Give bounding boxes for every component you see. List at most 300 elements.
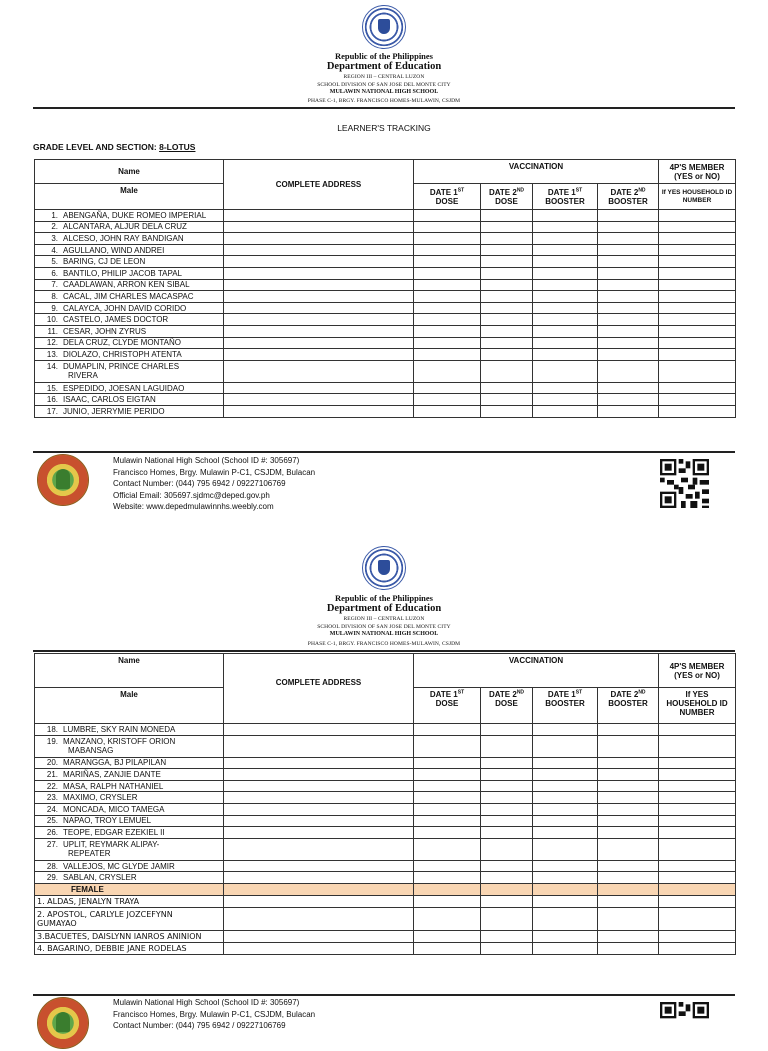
empty-cell[interactable] [481, 724, 533, 736]
empty-cell[interactable] [659, 827, 736, 839]
footer-address: Francisco Homes, Brgy. Mulawin P-C1, CSJDM, Bulacan [113, 467, 316, 477]
empty-cell[interactable] [481, 838, 533, 860]
empty-cell[interactable] [224, 815, 414, 827]
empty-cell[interactable] [224, 291, 414, 303]
empty-cell[interactable] [659, 860, 736, 872]
empty-cell[interactable] [224, 267, 414, 279]
empty-cell[interactable] [659, 942, 736, 954]
empty-cell[interactable] [659, 244, 736, 256]
empty-cell[interactable] [224, 382, 414, 394]
empty-cell[interactable] [659, 930, 736, 942]
empty-cell[interactable] [533, 302, 598, 314]
empty-cell[interactable] [659, 907, 736, 930]
empty-cell[interactable] [224, 872, 414, 884]
empty-cell[interactable] [533, 210, 598, 222]
empty-cell[interactable] [224, 769, 414, 781]
empty-cell[interactable] [659, 256, 736, 268]
fourps-header-2: 4P'S MEMBER (YES or NO) [659, 654, 736, 688]
empty-cell[interactable] [659, 394, 736, 406]
empty-cell[interactable] [533, 860, 598, 872]
empty-cell[interactable] [481, 291, 533, 303]
empty-cell[interactable] [598, 405, 659, 417]
empty-cell[interactable] [481, 895, 533, 907]
empty-cell[interactable] [659, 757, 736, 769]
empty-cell[interactable] [533, 872, 598, 884]
empty-cell[interactable] [598, 827, 659, 839]
empty-cell[interactable] [481, 314, 533, 326]
empty-cell[interactable] [481, 930, 533, 942]
empty-cell[interactable] [659, 803, 736, 815]
empty-cell[interactable] [533, 735, 598, 757]
student-name: 6. BANTILO, PHILIP JACOB TAPAL [35, 267, 224, 279]
empty-cell[interactable] [598, 815, 659, 827]
vaccination-header: VACCINATION [414, 160, 659, 184]
empty-cell[interactable] [414, 907, 481, 930]
empty-cell[interactable] [659, 780, 736, 792]
school-address-label: PHASE C-1, BRGY. FRANCISCO HOMES-MULAWIN, CSJDM [307, 98, 461, 104]
footer-contact-2-line: Contact Number: (044) 795 6942 / 09227106769 [113, 1021, 286, 1030]
empty-cell[interactable] [414, 267, 481, 279]
empty-cell[interactable] [481, 860, 533, 872]
empty-cell[interactable] [414, 233, 481, 245]
empty-cell[interactable] [481, 769, 533, 781]
empty-cell[interactable] [598, 780, 659, 792]
empty-cell[interactable] [598, 279, 659, 291]
empty-cell[interactable] [659, 337, 736, 349]
empty-cell[interactable] [533, 769, 598, 781]
empty-cell[interactable] [659, 349, 736, 361]
student-name: 26. TEOPE, EDGAR EZEKIEL II [35, 827, 224, 839]
empty-cell[interactable] [659, 291, 736, 303]
empty-cell[interactable] [414, 405, 481, 417]
student-name: 2. APOSTOL, CARLYLE JOZCEFYNN GUMAYAO [35, 907, 224, 930]
student-name: 2. ALCANTARA, ALJUR DELA CRUZ [35, 221, 224, 233]
vaccination-header-2: VACCINATION [414, 654, 659, 688]
female-label: FEMALE [35, 883, 224, 895]
table-row [35, 382, 736, 394]
empty-cell[interactable] [598, 382, 659, 394]
empty-cell[interactable] [533, 382, 598, 394]
footer-contact-2 [113, 997, 315, 1032]
footer-divider-2 [33, 994, 735, 996]
empty-cell[interactable] [481, 827, 533, 839]
empty-cell[interactable] [481, 349, 533, 361]
footer-address-2: Francisco Homes, Brgy. Mulawin P-C1, CSJDM, Bulacan [113, 1009, 316, 1019]
empty-cell[interactable] [659, 360, 736, 382]
empty-cell[interactable] [414, 349, 481, 361]
empty-cell[interactable] [598, 349, 659, 361]
empty-cell[interactable] [481, 405, 533, 417]
empty-cell[interactable] [224, 827, 414, 839]
empty-cell[interactable] [224, 895, 414, 907]
footer-contact-1 [113, 455, 315, 513]
fourps-header: 4P'S MEMBER (YES or NO) [659, 160, 736, 184]
student-name: 18. LUMBRE, SKY RAIN MONEDA [35, 724, 224, 736]
student-name: 22. MASA, RALPH NATHANIEL [35, 780, 224, 792]
grade-section [33, 142, 195, 152]
empty-cell[interactable] [533, 405, 598, 417]
student-name: 12. DELA CRUZ, CLYDE MONTAÑO [35, 337, 224, 349]
qr-code-1 [660, 459, 709, 508]
table-row [35, 360, 736, 382]
empty-cell[interactable] [659, 267, 736, 279]
empty-cell[interactable] [533, 325, 598, 337]
empty-cell[interactable] [533, 780, 598, 792]
empty-cell[interactable] [481, 325, 533, 337]
empty-cell[interactable] [598, 314, 659, 326]
empty-cell[interactable] [533, 314, 598, 326]
empty-cell[interactable] [414, 724, 481, 736]
dose2-header-2: DATE 2ND DOSE [481, 688, 533, 724]
empty-cell[interactable] [659, 838, 736, 860]
empty-cell[interactable] [224, 233, 414, 245]
school-logo-1 [37, 454, 89, 506]
empty-cell[interactable] [224, 405, 414, 417]
empty-cell[interactable] [598, 337, 659, 349]
tracking-table-1 [34, 159, 736, 418]
male-header: Male [35, 184, 224, 210]
empty-cell[interactable] [598, 930, 659, 942]
empty-cell[interactable] [533, 256, 598, 268]
empty-cell[interactable] [533, 267, 598, 279]
empty-cell[interactable] [659, 221, 736, 233]
table-row [35, 302, 736, 314]
empty-cell[interactable] [481, 210, 533, 222]
empty-cell[interactable] [481, 803, 533, 815]
empty-cell[interactable] [414, 827, 481, 839]
empty-cell[interactable] [224, 780, 414, 792]
student-name: 17. JUNIO, JERRYMIE PERIDO [35, 405, 224, 417]
empty-cell[interactable] [224, 757, 414, 769]
student-name: 15. ESPEDIDO, JOESAN LAGUIDAO [35, 382, 224, 394]
table-row [35, 827, 736, 839]
female-section-row [35, 883, 736, 895]
empty-cell[interactable] [533, 815, 598, 827]
empty-cell[interactable] [533, 291, 598, 303]
empty-cell[interactable] [598, 210, 659, 222]
student-name: 1. ABENGAÑA, DUKE ROMEO IMPERIAL [35, 210, 224, 222]
empty-cell[interactable] [224, 394, 414, 406]
empty-cell[interactable] [224, 930, 414, 942]
empty-cell[interactable] [224, 337, 414, 349]
table-row [35, 291, 736, 303]
table-row [35, 815, 736, 827]
empty-cell[interactable] [659, 382, 736, 394]
empty-cell[interactable] [659, 302, 736, 314]
table-row [35, 930, 736, 942]
student-name: 4. AGULLANO, WIND ANDREI [35, 244, 224, 256]
dose2-header: DATE 2ND DOSE [481, 184, 533, 210]
booster2-header-2: DATE 2ND BOOSTER [598, 688, 659, 724]
empty-cell[interactable] [659, 815, 736, 827]
empty-cell[interactable] [598, 302, 659, 314]
student-name: 23. MAXIMO, CRYSLER [35, 792, 224, 804]
grade-section-label: GRADE LEVEL AND SECTION: [33, 142, 160, 152]
empty-cell[interactable] [224, 302, 414, 314]
deped-seal-1 [362, 5, 406, 49]
table-row [35, 895, 736, 907]
empty-cell[interactable] [659, 872, 736, 884]
empty-cell[interactable] [533, 792, 598, 804]
empty-cell[interactable] [224, 735, 414, 757]
empty-cell[interactable] [414, 302, 481, 314]
empty-cell[interactable] [481, 302, 533, 314]
empty-cell[interactable] [224, 349, 414, 361]
student-name: 10. CASTELO, JAMES DOCTOR [35, 314, 224, 326]
empty-cell[interactable] [414, 325, 481, 337]
empty-cell[interactable] [414, 279, 481, 291]
empty-cell[interactable] [598, 291, 659, 303]
empty-cell[interactable] [533, 724, 598, 736]
empty-cell[interactable] [533, 838, 598, 860]
school-label: MULAWIN NATIONAL HIGH SCHOOL [329, 89, 439, 95]
empty-cell[interactable] [224, 279, 414, 291]
table-row [35, 337, 736, 349]
empty-cell[interactable] [414, 792, 481, 804]
empty-cell[interactable] [598, 838, 659, 860]
table-row [35, 860, 736, 872]
table-row [35, 907, 736, 930]
empty-cell[interactable] [598, 267, 659, 279]
empty-cell[interactable] [414, 757, 481, 769]
republic-label: Republic of the Philippines [334, 51, 433, 61]
empty-cell[interactable] [414, 735, 481, 757]
empty-cell[interactable] [224, 256, 414, 268]
empty-cell[interactable] [481, 907, 533, 930]
table-row [35, 325, 736, 337]
empty-cell[interactable] [598, 860, 659, 872]
table-row [35, 244, 736, 256]
empty-cell[interactable] [414, 780, 481, 792]
empty-cell[interactable] [414, 337, 481, 349]
empty-cell[interactable] [414, 815, 481, 827]
table-row [35, 803, 736, 815]
empty-cell[interactable] [533, 360, 598, 382]
empty-cell[interactable] [659, 735, 736, 757]
empty-cell[interactable] [598, 895, 659, 907]
student-name: 11. CESAR, JOHN ZYRUS [35, 325, 224, 337]
empty-cell[interactable] [481, 360, 533, 382]
empty-cell[interactable] [659, 279, 736, 291]
empty-cell[interactable] [414, 860, 481, 872]
region-label-2: REGION III – CENTRAL LUZON [343, 616, 425, 622]
empty-cell[interactable] [224, 792, 414, 804]
empty-cell[interactable] [533, 757, 598, 769]
student-name: 27. UPLIT, REYMARK ALIPAY- REPEATER [35, 838, 224, 860]
empty-cell[interactable] [533, 942, 598, 954]
table-row [35, 780, 736, 792]
empty-cell[interactable] [533, 337, 598, 349]
empty-cell[interactable] [224, 221, 414, 233]
empty-cell[interactable] [414, 872, 481, 884]
student-name: 3. ALCESO, JOHN RAY BANDIGAN [35, 233, 224, 245]
empty-cell[interactable] [481, 792, 533, 804]
deped-seal-2 [362, 546, 406, 590]
header-divider-2 [33, 650, 735, 652]
empty-cell[interactable] [481, 757, 533, 769]
booster1-header-2: DATE 1ST BOOSTER [533, 688, 598, 724]
student-name: 25. NAPAO, TROY LEMUEL [35, 815, 224, 827]
empty-cell[interactable] [533, 233, 598, 245]
empty-cell[interactable] [659, 233, 736, 245]
empty-cell[interactable] [224, 325, 414, 337]
empty-cell[interactable] [598, 256, 659, 268]
empty-cell[interactable] [481, 233, 533, 245]
empty-cell[interactable] [659, 792, 736, 804]
empty-cell[interactable] [224, 210, 414, 222]
table-row [35, 394, 736, 406]
empty-cell[interactable] [414, 221, 481, 233]
student-name: 20. MARANGGA, BJ PILAPILAN [35, 757, 224, 769]
department-label-2: Department of Education [326, 603, 442, 614]
empty-cell[interactable] [598, 360, 659, 382]
empty-cell[interactable] [224, 803, 414, 815]
empty-cell[interactable] [414, 382, 481, 394]
empty-cell[interactable] [481, 872, 533, 884]
empty-cell[interactable] [659, 405, 736, 417]
empty-cell[interactable] [659, 314, 736, 326]
footer-contact: Contact Number: (044) 795 6942 / 09227106769 [113, 479, 286, 488]
table-row [35, 256, 736, 268]
footer-school: Mulawin National High School (School ID #: 305697) [113, 456, 300, 465]
booster1-header: DATE 1ST BOOSTER [533, 184, 598, 210]
empty-cell[interactable] [481, 256, 533, 268]
empty-cell[interactable] [224, 314, 414, 326]
table-row [35, 872, 736, 884]
student-name: 3.BACUETES, DAISLYNN IANROS ANINION [35, 930, 224, 942]
empty-cell[interactable] [598, 394, 659, 406]
dose1-header: DATE 1ST DOSE [414, 184, 481, 210]
empty-cell[interactable] [598, 803, 659, 815]
empty-cell[interactable] [481, 244, 533, 256]
empty-cell[interactable] [598, 724, 659, 736]
empty-cell[interactable] [224, 907, 414, 930]
empty-cell[interactable] [414, 210, 481, 222]
empty-cell[interactable] [414, 838, 481, 860]
footer-divider-1 [33, 451, 735, 453]
empty-cell[interactable] [598, 769, 659, 781]
student-name: 4. BAGARINO, DEBBIE JANE RODELAS [35, 942, 224, 954]
division-label-2: SCHOOL DIVISION OF SAN JOSE DEL MONTE CITY [317, 624, 451, 630]
region-label: REGION III – CENTRAL LUZON [343, 74, 425, 80]
empty-cell[interactable] [414, 314, 481, 326]
student-name: 14. DUMAPLIN, PRINCE CHARLES RIVERA [35, 360, 224, 382]
empty-cell[interactable] [533, 930, 598, 942]
empty-cell[interactable] [481, 942, 533, 954]
empty-cell[interactable] [481, 267, 533, 279]
table-row [35, 838, 736, 860]
empty-cell[interactable] [533, 827, 598, 839]
empty-cell[interactable] [224, 724, 414, 736]
household-header: If YES HOUSEHOLD ID NUMBER [659, 184, 736, 210]
table-row [35, 314, 736, 326]
student-name: 5. BARING, CJ DE LEON [35, 256, 224, 268]
empty-cell[interactable] [533, 803, 598, 815]
empty-cell[interactable] [414, 942, 481, 954]
empty-cell[interactable] [533, 394, 598, 406]
empty-cell[interactable] [414, 895, 481, 907]
empty-cell[interactable] [598, 233, 659, 245]
empty-cell[interactable] [598, 792, 659, 804]
empty-cell[interactable] [414, 256, 481, 268]
empty-cell[interactable] [414, 291, 481, 303]
empty-cell[interactable] [481, 394, 533, 406]
empty-cell[interactable] [481, 382, 533, 394]
empty-cell[interactable] [598, 757, 659, 769]
student-name: 19. MANZANO, KRISTOFF ORION MABANSAG [35, 735, 224, 757]
school-address-label-2: PHASE C-1, BRGY. FRANCISCO HOMES-MULAWIN, CSJDM [307, 641, 461, 647]
empty-cell[interactable] [659, 895, 736, 907]
empty-cell[interactable] [481, 735, 533, 757]
table-row [35, 757, 736, 769]
empty-cell[interactable] [598, 735, 659, 757]
department-label: Department of Education [326, 61, 442, 72]
empty-cell[interactable] [533, 895, 598, 907]
student-name: 16. ISAAC, CARLOS EIGTAN [35, 394, 224, 406]
empty-cell[interactable] [224, 860, 414, 872]
empty-cell[interactable] [533, 907, 598, 930]
student-name: 21. MARIÑAS, ZANJIE DANTE [35, 769, 224, 781]
empty-cell[interactable] [659, 769, 736, 781]
table-row [35, 724, 736, 736]
empty-cell[interactable] [598, 907, 659, 930]
tracking-table-2 [34, 653, 736, 955]
division-label: SCHOOL DIVISION OF SAN JOSE DEL MONTE CITY [317, 82, 451, 88]
empty-cell[interactable] [414, 930, 481, 942]
empty-cell[interactable] [598, 221, 659, 233]
empty-cell[interactable] [533, 349, 598, 361]
table-row [35, 279, 736, 291]
empty-cell[interactable] [414, 244, 481, 256]
empty-cell[interactable] [224, 360, 414, 382]
empty-cell[interactable] [414, 803, 481, 815]
empty-cell[interactable] [224, 942, 414, 954]
table-row [35, 942, 736, 954]
booster2-header: DATE 2ND BOOSTER [598, 184, 659, 210]
student-name: 24. MONCADA, MICO TAMEGA [35, 803, 224, 815]
empty-cell[interactable] [481, 221, 533, 233]
empty-cell[interactable] [659, 210, 736, 222]
empty-cell[interactable] [414, 394, 481, 406]
empty-cell[interactable] [598, 872, 659, 884]
empty-cell[interactable] [659, 325, 736, 337]
footer-website: Website: www.depedmulawinnhs.weebly.com [113, 502, 274, 511]
empty-cell[interactable] [481, 279, 533, 291]
empty-cell[interactable] [533, 244, 598, 256]
empty-cell[interactable] [481, 815, 533, 827]
empty-cell[interactable] [414, 360, 481, 382]
table-row [35, 267, 736, 279]
footer-school-2: Mulawin National High School (School ID #: 305697) [113, 998, 300, 1007]
empty-cell[interactable] [224, 838, 414, 860]
empty-cell[interactable] [533, 221, 598, 233]
doc-title: LEARNER'S TRACKING [337, 123, 431, 133]
empty-cell[interactable] [533, 279, 598, 291]
empty-cell[interactable] [481, 780, 533, 792]
empty-cell[interactable] [598, 244, 659, 256]
empty-cell[interactable] [598, 942, 659, 954]
empty-cell[interactable] [481, 337, 533, 349]
dose1-header-2: DATE 1ST DOSE [414, 688, 481, 724]
student-name: 29. SABLAN, CRYSLER [35, 872, 224, 884]
table-row [35, 769, 736, 781]
empty-cell[interactable] [598, 325, 659, 337]
student-name: 28. VALLEJOS, MC GLYDE JAMIR [35, 860, 224, 872]
student-name: 9. CALAYCA, JOHN DAVID CORIDO [35, 302, 224, 314]
empty-cell[interactable] [659, 724, 736, 736]
empty-cell[interactable] [414, 769, 481, 781]
empty-cell[interactable] [224, 244, 414, 256]
